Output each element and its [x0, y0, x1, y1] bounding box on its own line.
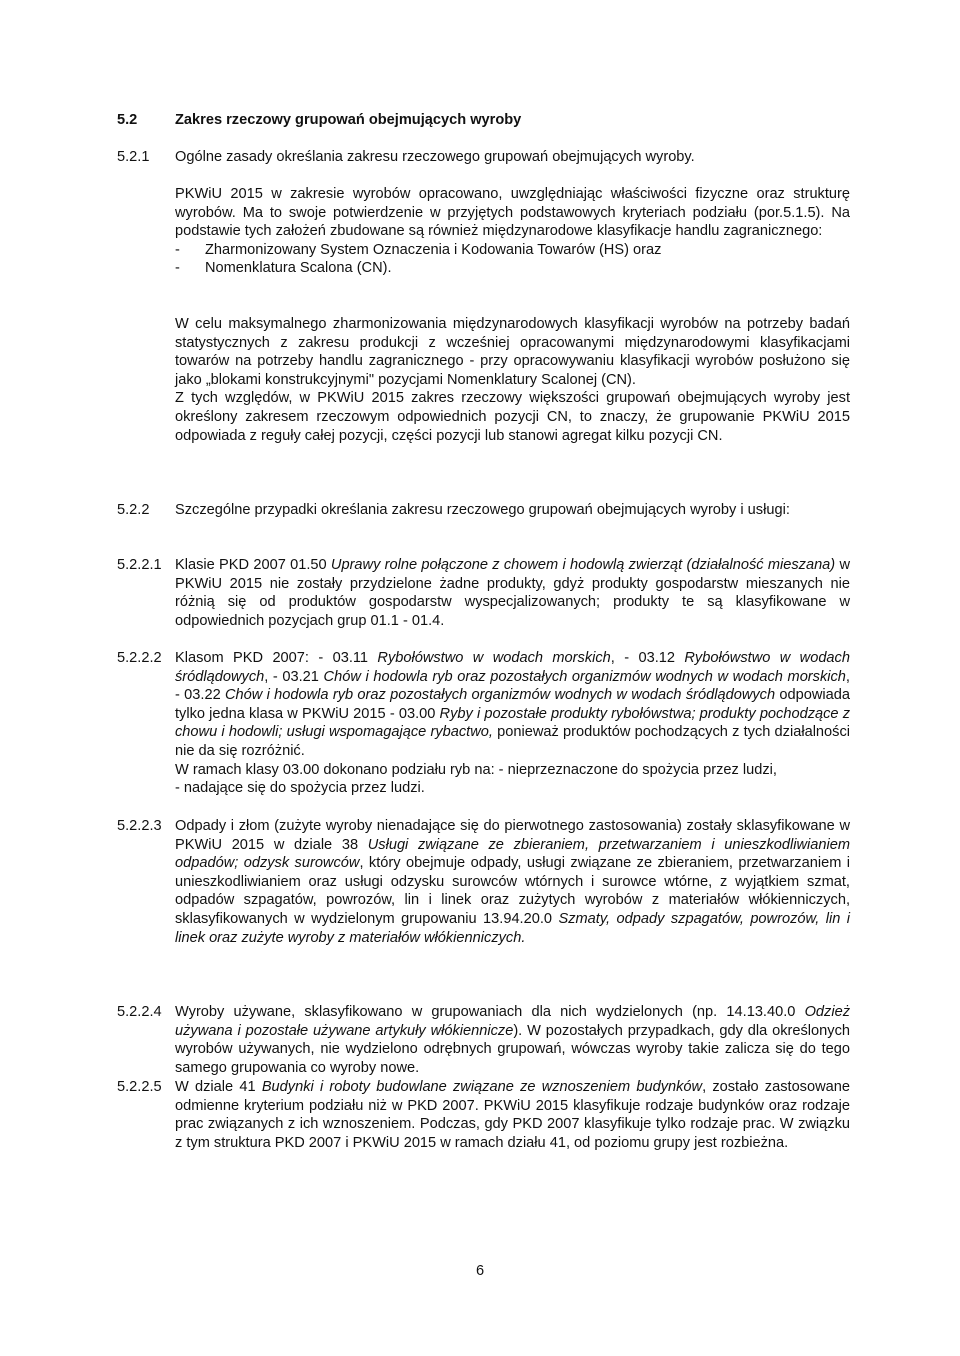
section-title-5-2-2: Szczególne przypadki określania zakresu rzeczowego grupowań obejmujących wyroby i usługi:: [175, 502, 790, 518]
section-body-5-2-1-cont: [175, 315, 850, 445]
list-dash: -: [175, 260, 180, 277]
section-body-5-2-2-3: [175, 817, 850, 947]
section-number-5-2-2-2: 5.2.2.2: [117, 650, 162, 666]
section-body-5-2-2-1: [175, 556, 850, 630]
section-number-5-2-2: 5.2.2: [117, 502, 150, 518]
section-body-5-2-2-4: [175, 1003, 850, 1077]
paragraph: Odpady i złom (zużyte wyroby nienadające się do pierwotnego zastosowania) zostały sklasyfikowane w PKWiU 2015 w dziale 38 Usługi związane ze zbieraniem, przetwarzaniem i unieszkodliwianiem odpadów; odzysk surowców, który obejmuje odpady, usługi związane ze zbieraniem, przetwarzaniem i unieszkodliwianiem oraz usługi odzysku surowców wtórnych i surowce wtórne, z wyjątkiem szmat, odpadów szpagatów, powrozów, lin i linek oraz zużytych wyrobów z materiałów włókienniczych, sklasyfikowanych w wydzielonym grupowaniu 13.94.20.0 Szmaty, odpady szpagatów, powrozów, lin i linek oraz zużyte wyroby z materiałów włókienniczych.: [175, 818, 851, 946]
page-number: 6: [475, 1263, 485, 1279]
paragraph: Wyroby używane, sklasyfikowano w grupowaniach dla nich wydzielonych (np. 14.13.40.0 Odzież używana i pozostałe używane artykuły włókiennicze). W pozostałych przypadkach, gdy dla określonych wyrobów używanych, nie wydzielono odrębnych grupowań, wówczas wyroby takie zalicza się do tego samego grupowania co wyroby nowe.: [175, 1004, 850, 1076]
paragraph: Klasie PKD 2007 01.50 Uprawy rolne połączone z chowem i hodowlą zwierząt (działalność mieszana) w PKWiU 2015 nie zostały przydzielone żadne produkty, gdyż produkty gospodarstw mieszanych nie różnią się od produktów gospodarstw wyspecjalizowanych; produkty te są klasyfikowane w odpowiednich pozycjach grup 01.1 - 01.4.: [175, 557, 851, 629]
section-number-5-2-2-5: 5.2.2.5: [117, 1079, 162, 1095]
section-body-5-2-2-5: [175, 1078, 850, 1152]
list-item: [175, 241, 850, 260]
section-number-5-2-2-3: 5.2.2.3: [117, 818, 162, 834]
section-title-5-2-1: Ogólne zasady określania zakresu rzeczowego grupowań obejmujących wyroby.: [175, 149, 695, 165]
paragraph: W dziale 41 Budynki i roboty budowlane związane ze wznoszeniem budynków, zostało zastosowane odmienne kryterium podziału niż w PKD 2007. PKWiU 2015 klasyfikuje rodzaje budynków oraz rodzaje prac związanych z ich wznoszeniem. Podczas, gdy PKD 2007 klasyfikuje tylko rodzaje prac. W związku z tym struktura PKD 2007 i PKWiU 2015 w ramach działu 41, od poziomu grupy jest rozbieżna.: [175, 1079, 850, 1151]
list-dash: -: [175, 241, 180, 258]
section-number-5-2-2-1: 5.2.2.1: [117, 557, 162, 573]
list-item: [175, 259, 850, 278]
paragraph: - nadające się do spożycia przez ludzi.: [175, 780, 425, 797]
section-number-5-2: 5.2: [117, 112, 138, 128]
paragraph: W ramach klasy 03.00 dokonano podziału ryb na: - nieprzeznaczone do spożycia przez ludzi,: [175, 761, 777, 778]
section-body-5-2-1: [175, 185, 850, 278]
paragraph: PKWiU 2015 w zakresie wyrobów opracowano, uwzględniając właściwości fizyczne oraz strukturę wyrobów. Ma to swoje potwierdzenie w przyjętych podstawowych kryteriach podziału (por.5.1.5). Na podstawie tych założeń zbudowane są również międzynarodowe klasyfikacje handlu zagranicznego:: [175, 186, 850, 240]
paragraph: Klasom PKD 2007: - 03.11 Rybołówstwo w wodach morskich, - 03.12 Rybołówstwo w wodach śródlądowych, - 03.21 Chów i hodowla ryb oraz pozostałych organizmów wodnych w wodach morskich, - 03.22 Chów i hodowla ryb oraz pozostałych organizmów wodnych w wodach śródlądowych odpowiada tylko jedna klasa w PKWiU 2015 - 03.00 Ryby i pozostałe produkty rybołówstwa; produkty pochodzące z chowu i hodowli; usługi wspomagające rybactwo, ponieważ produktów pochodzących z tych działalności nie da się rozróżnić.: [175, 650, 851, 759]
paragraph: W celu maksymalnego zharmonizowania międzynarodowych klasyfikacji wyrobów na potrzeby badań statystycznych z zakresu produkcji z wcześniej opracowanymi międzynarodowymi klasyfikacjami towarów na potrzeby handlu zagranicznego - przy opracowywaniu klasyfikacji wyrobów posłużono się jako „blokami konstrukcyjnymi" pozycjami Nomenklatury Scalonej (CN).: [175, 316, 850, 388]
section-number-5-2-1: 5.2.1: [117, 149, 150, 165]
section-heading-5-2: Zakres rzeczowy grupowań obejmujących wyroby: [175, 112, 522, 128]
section-body-5-2-2-2: [175, 649, 850, 798]
list-item-text: Zharmonizowany System Oznaczenia i Kodowania Towarów (HS) oraz: [205, 241, 662, 258]
list-item-text: Nomenklatura Scalona (CN).: [205, 260, 392, 277]
section-number-5-2-2-4: 5.2.2.4: [117, 1004, 162, 1020]
paragraph: Z tych względów, w PKWiU 2015 zakres rzeczowy większości grupowań obejmujących wyroby jest określony zakresem rzeczowym odpowiednich pozycji CN, to znaczy, że grupowanie PKWiU 2015 odpowiada z reguły całej pozycji, części pozycji lub stanowi agregat kilku pozycji CN.: [175, 390, 850, 444]
